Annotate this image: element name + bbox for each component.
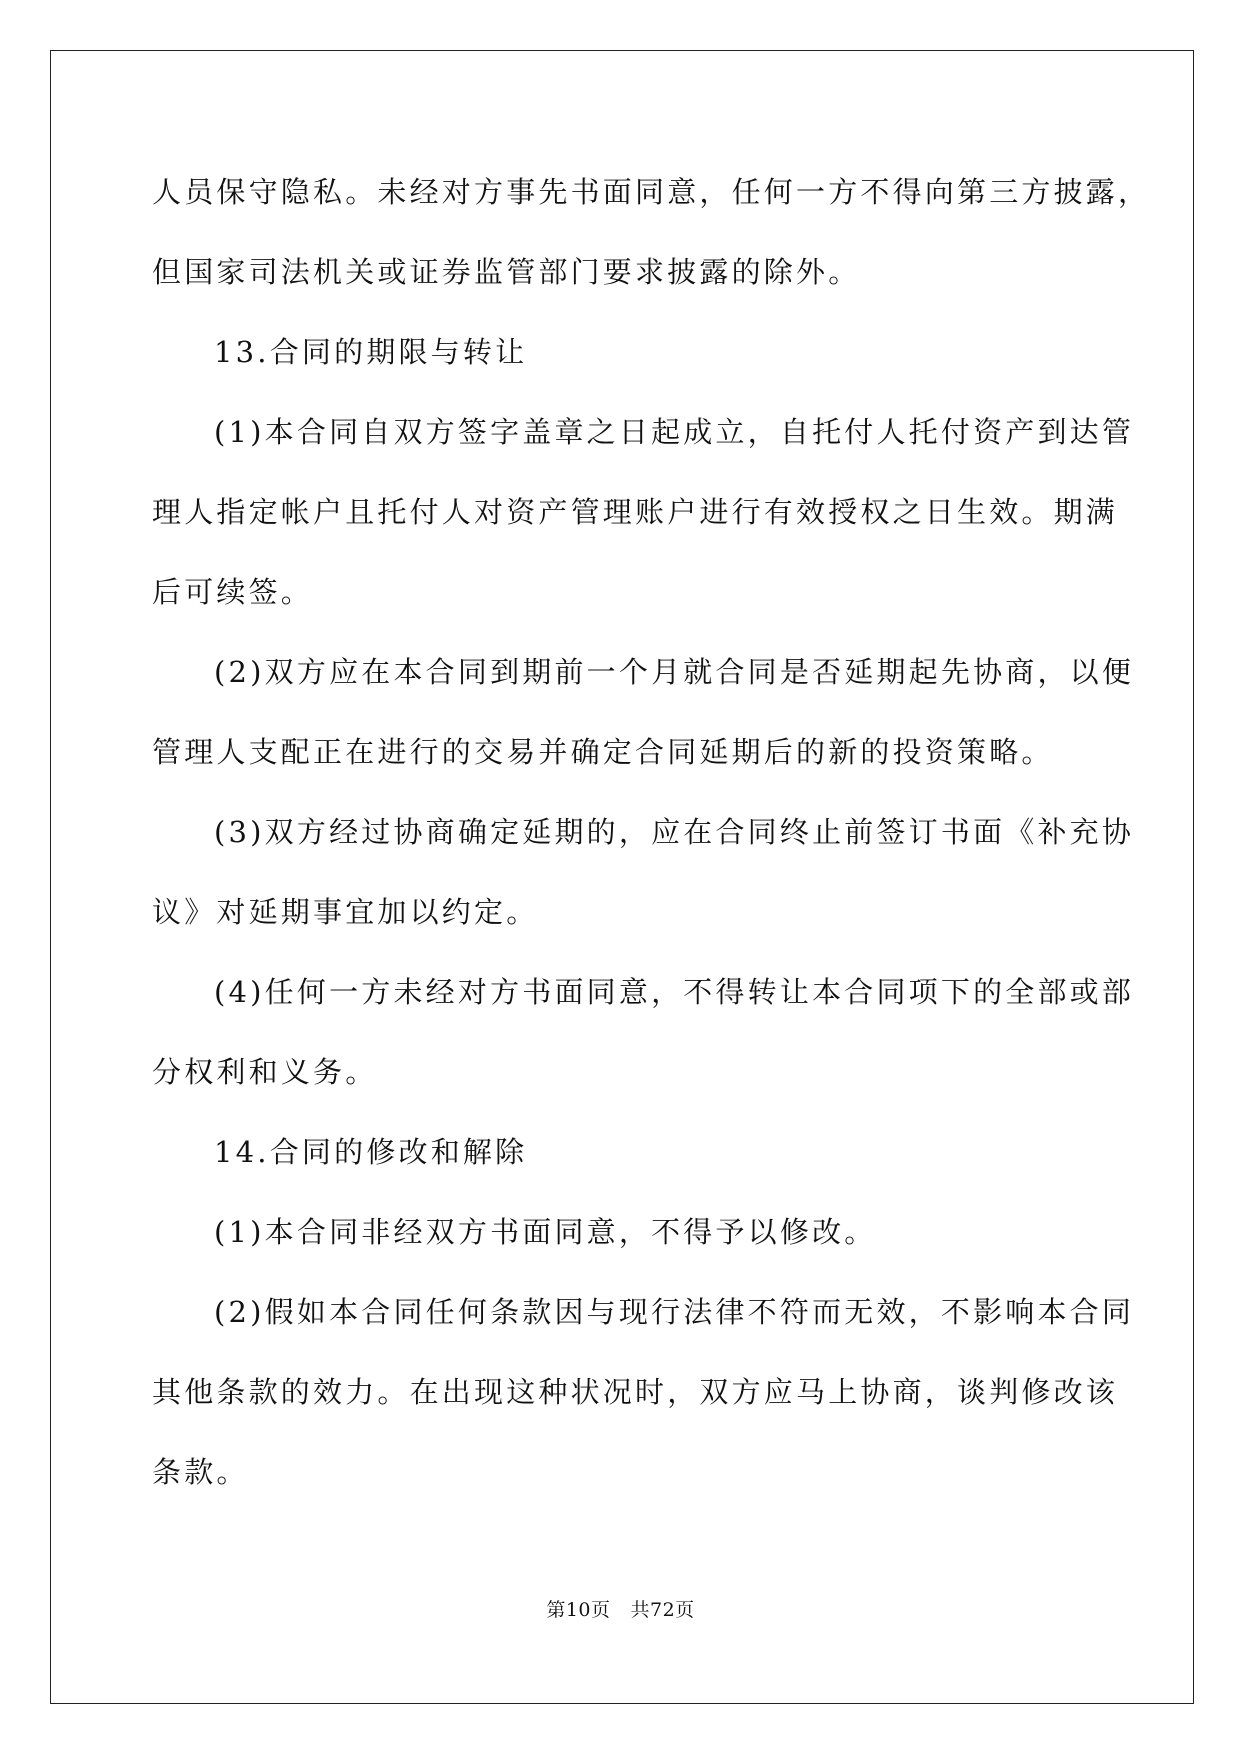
paragraph-line: (4)任何一方未经对方书面同意，不得转让本合同项下的全部或部 — [214, 975, 1135, 1009]
page-number: 第10页 — [546, 1599, 611, 1621]
page-total: 共72页 — [630, 1599, 695, 1621]
paragraph-line: (3)双方经过协商确定延期的，应在合同终止前签订书面《补充协 — [214, 815, 1135, 849]
section-heading: 14.合同的修改和解除 — [214, 1135, 528, 1169]
paragraph-line: 议》对延期事宜加以约定。 — [152, 895, 539, 929]
paragraph-line: 人员保守隐私。未经对方事先书面同意，任何一方不得向第三方披露， — [152, 175, 1151, 209]
paragraph-line: 分权利和义务。 — [152, 1055, 378, 1089]
paragraph-line: 管理人支配正在进行的交易并确定合同延期后的新的投资策略。 — [152, 735, 1054, 769]
section-heading: 13.合同的期限与转让 — [214, 335, 528, 369]
paragraph-line: 条款。 — [152, 1455, 249, 1489]
paragraph-line: (2)假如本合同任何条款因与现行法律不符而无效，不影响本合同 — [214, 1295, 1135, 1329]
paragraph-line: 但国家司法机关或证券监管部门要求披露的除外。 — [152, 255, 861, 289]
paragraph-line: (1)本合同自双方签字盖章之日起成立，自托付人托付资产到达管 — [214, 415, 1135, 449]
paragraph-line: (2)双方应在本合同到期前一个月就合同是否延期起先协商，以便 — [214, 655, 1135, 689]
page-footer — [0, 1601, 1241, 1620]
paragraph-line: 后可续签。 — [152, 575, 314, 609]
paragraph-line: 理人指定帐户且托付人对资产管理账户进行有效授权之日生效。期满 — [152, 495, 1119, 529]
paragraph-line: 其他条款的效力。在出现这种状况时，双方应马上协商，谈判修改该 — [152, 1375, 1119, 1409]
paragraph-line: (1)本合同非经双方书面同意，不得予以修改。 — [214, 1215, 877, 1249]
